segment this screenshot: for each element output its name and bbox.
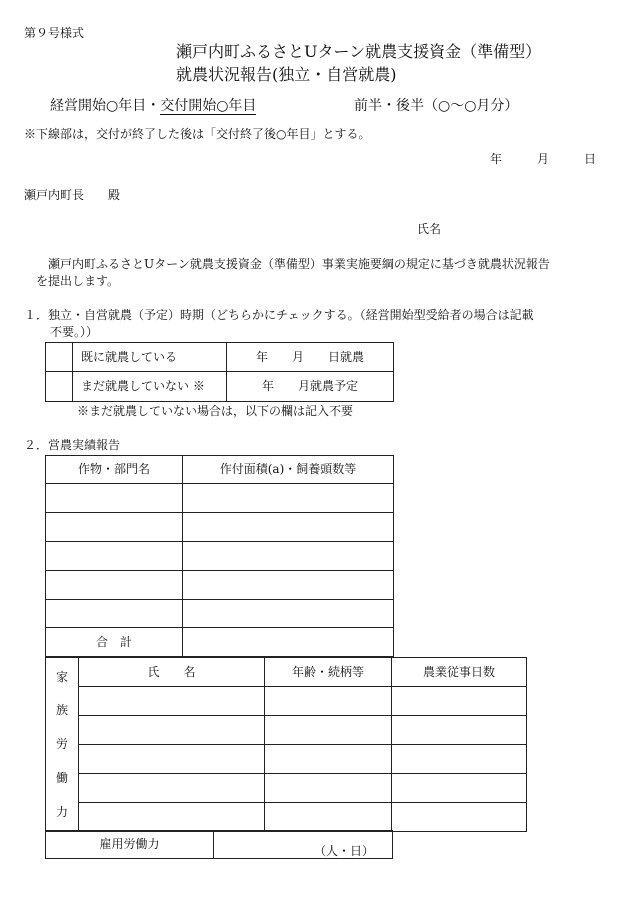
farming-start-table (45, 342, 394, 402)
date-month: 月 (537, 152, 550, 166)
family-age-cell[interactable] (265, 745, 392, 774)
family-char-1: 家 (55, 669, 68, 684)
total-label: 合 計 (46, 628, 183, 657)
option-already-farming: 既に就農している (73, 343, 227, 372)
area-cell[interactable] (183, 571, 394, 600)
employed-labor-unit: （人・日） (313, 843, 374, 858)
checkbox-already-farming[interactable] (46, 343, 73, 372)
page-subtitle: 就農状況報告(独立・自営就農) (176, 65, 397, 84)
section1-note: ※まだ就農していない場合は，以下の欄は記入不要 (77, 404, 354, 418)
family-name-cell[interactable] (79, 803, 265, 832)
family-char-4: 働 (55, 771, 68, 786)
crop-cell[interactable] (46, 600, 183, 628)
employed-labor-label: 雇用労働力 (46, 831, 214, 859)
family-name-cell[interactable] (79, 716, 265, 745)
area-cell[interactable] (183, 600, 394, 628)
period-line (50, 98, 256, 115)
family-days-cell[interactable] (392, 803, 527, 832)
section1-heading-cont: 不要。）） (50, 325, 99, 339)
employed-labor-table (45, 830, 393, 859)
crop-table (45, 455, 394, 657)
employed-labor-cell[interactable] (214, 831, 393, 859)
form-number: 第９号様式 (24, 26, 85, 40)
days-header: 農業従事日数 (392, 658, 527, 687)
family-days-cell[interactable] (392, 774, 527, 803)
name-label: 氏名 (417, 222, 442, 236)
period-grant-year: 交付開始○年目 (160, 98, 257, 114)
family-age-cell[interactable] (265, 803, 392, 832)
family-labor-table (45, 657, 527, 832)
crop-header: 作物・部門名 (46, 456, 183, 484)
area-header: 作付面積(a)・飼養頭数等 (183, 456, 394, 484)
area-cell[interactable] (183, 513, 394, 542)
period-management-year: 経営開始○年目・ (50, 98, 161, 114)
date-year: 年 (490, 152, 503, 166)
name-header: 氏 名 (79, 658, 265, 687)
checkbox-not-yet-farming[interactable] (46, 372, 73, 402)
family-days-cell[interactable] (392, 687, 527, 716)
family-age-cell[interactable] (265, 774, 392, 803)
intro-line-1: 瀬戸内町ふるさとUターン就農支援資金（準備型）事業実施要綱の規定に基づき就農状況報告 (48, 257, 550, 271)
crop-cell[interactable] (46, 571, 183, 600)
area-cell[interactable] (183, 542, 394, 571)
family-age-cell[interactable] (265, 687, 392, 716)
age-header: 年齢・続柄等 (265, 658, 392, 687)
underline-note: ※下線部は，交付が終了した後は「交付終了後○年目」とする。 (24, 127, 371, 141)
addressee: 瀬戸内町長 殿 (24, 188, 121, 202)
area-cell[interactable] (183, 484, 394, 513)
family-char-2: 族 (55, 703, 68, 718)
family-days-cell[interactable] (392, 716, 527, 745)
total-area-cell[interactable] (183, 628, 394, 657)
family-name-cell[interactable] (79, 774, 265, 803)
date-not-yet-farming[interactable]: 年 月就農予定 (227, 372, 394, 402)
family-char-5: 力 (55, 805, 68, 820)
family-name-cell[interactable] (79, 745, 265, 774)
date-day: 日 (584, 152, 597, 166)
family-age-cell[interactable] (265, 716, 392, 745)
family-char-3: 労 (55, 737, 68, 752)
date-already-farming[interactable]: 年 月 日就農 (227, 343, 394, 372)
crop-cell[interactable] (46, 513, 183, 542)
family-labor-label (46, 658, 79, 832)
family-days-cell[interactable] (392, 745, 527, 774)
section1-heading: １．独立・自営就農（予定）時期（どちらかにチェックする。（経営開始型受給者の場合は記載 (24, 308, 534, 322)
family-name-cell[interactable] (79, 687, 265, 716)
option-not-yet-farming: まだ就農していない ※ (73, 372, 227, 402)
crop-cell[interactable] (46, 484, 183, 513)
crop-cell[interactable] (46, 542, 183, 571)
page-title: 瀬戸内町ふるさとUターン就農支援資金（準備型） (176, 42, 542, 61)
intro-line-2: を提出します。 (36, 274, 120, 288)
section2-heading: ２．営農実績報告 (24, 438, 121, 452)
period-half: 前半・後半（○〜○月分） (354, 98, 519, 114)
